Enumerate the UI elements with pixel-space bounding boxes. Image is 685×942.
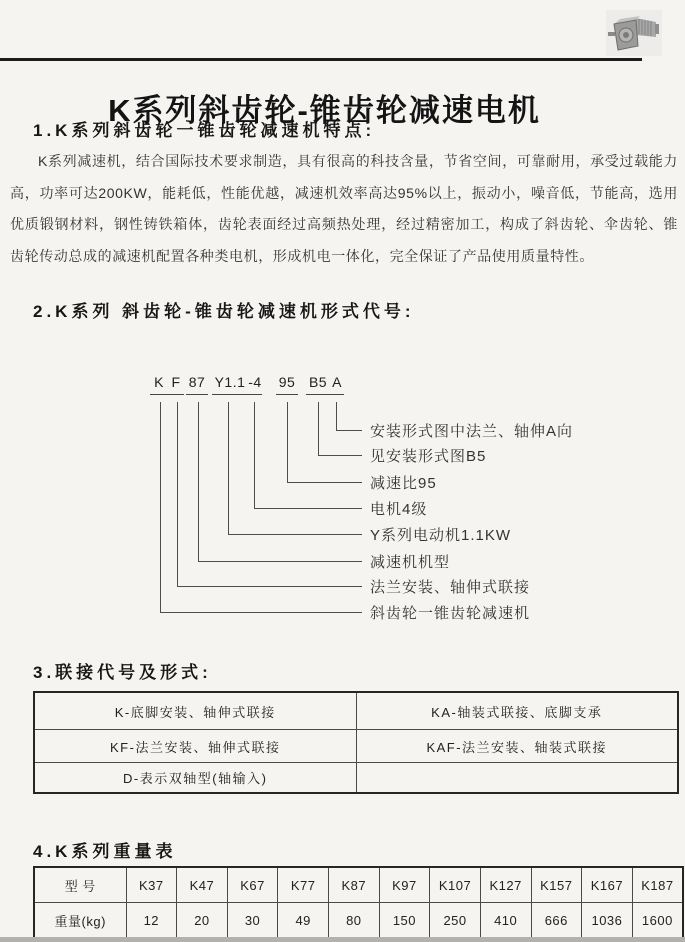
- table-cell: 250: [430, 903, 481, 939]
- table-cell: K37: [126, 867, 177, 903]
- gearmotor-photo-icon: [606, 10, 662, 56]
- connector-line: [336, 430, 362, 431]
- table-cell: KA-轴装式联接、底脚支承: [356, 692, 678, 730]
- connector-line: [160, 612, 362, 613]
- title-divider: [0, 58, 642, 61]
- table-cell: 20: [177, 903, 228, 939]
- table-cell: 型 号: [34, 867, 126, 903]
- table-cell: 410: [480, 903, 531, 939]
- diagram-label-series: 斜齿轮一锥齿轮减速机: [370, 605, 531, 622]
- table-cell: K77: [278, 867, 329, 903]
- table-cell: KF-法兰安装、轴伸式联接: [34, 730, 356, 763]
- connector-line: [160, 402, 161, 612]
- table-cell: K-底脚安装、轴伸式联接: [34, 692, 356, 730]
- connector-line: [287, 482, 362, 483]
- connection-code-table: [33, 691, 679, 794]
- connector-line: [318, 455, 362, 456]
- diagram-label-poles: 电机4级: [370, 501, 428, 518]
- code-segment-f: F: [168, 374, 184, 395]
- connector-line: [198, 402, 199, 561]
- diagram-label-mounting-a: 安装形式图中法兰、轴伸A向: [370, 423, 574, 440]
- table-cell: 1036: [582, 903, 633, 939]
- connector-line: [228, 534, 362, 535]
- table-cell: K67: [227, 867, 278, 903]
- scan-edge: [0, 937, 685, 942]
- connector-line: [287, 402, 288, 482]
- table-cell: K157: [531, 867, 582, 903]
- section-3-heading: 3.联接代号及形式:: [33, 663, 212, 682]
- connector-line: [228, 402, 229, 534]
- table-cell: 12: [126, 903, 177, 939]
- table-cell: K87: [329, 867, 380, 903]
- table-cell: 30: [227, 903, 278, 939]
- table-cell: 150: [379, 903, 430, 939]
- table-cell: KAF-法兰安装、轴装式联接: [356, 730, 678, 763]
- table-cell: K127: [480, 867, 531, 903]
- table-cell: 666: [531, 903, 582, 939]
- table-cell: 重量(kg): [34, 903, 126, 939]
- table-cell: K187: [632, 867, 683, 903]
- connector-line: [198, 561, 362, 562]
- connector-line: [254, 508, 362, 509]
- code-segment-87: 87: [186, 374, 208, 395]
- table-row: [34, 730, 678, 763]
- code-segment-a: A: [330, 374, 344, 395]
- features-paragraph: K系列减速机，结合国际技术要求制造，具有很高的科技含量，节省空间，可靠耐用，承受过载能力高，功率可达200KW，能耗低，性能优越，减速机效率高达95%以上，振动小，噪音低，节能高，选用优质锻钢材料，钢性铸铁箱体，齿轮表面经过高频热处理，经过精密加工，构成了斜齿轮、伞齿轮、锥齿轮传动总成的减速机配置各种类电机，形成机电一体化，完全保证了产品使用质量特性。: [10, 153, 678, 264]
- connector-line: [177, 402, 178, 586]
- connector-line: [336, 402, 337, 430]
- table-cell: K167: [582, 867, 633, 903]
- gearmotor-image: [606, 10, 662, 56]
- table-row: [34, 903, 683, 939]
- table-row: [34, 763, 678, 794]
- table-cell: 1600: [632, 903, 683, 939]
- code-segment-y11: Y1.1: [212, 374, 248, 395]
- table-row: [34, 692, 678, 730]
- table-cell: K97: [379, 867, 430, 903]
- code-segment-b5: B5: [306, 374, 330, 395]
- connector-line: [177, 586, 362, 587]
- table-header-row: [34, 867, 683, 903]
- diagram-label-ratio: 减速比95: [370, 475, 437, 492]
- code-segment-95: 95: [276, 374, 298, 395]
- section-1-heading: 1.K系列斜齿轮一锥齿轮减速机特点:: [33, 121, 376, 140]
- page-title: K系列斜齿轮-锥齿轮减速电机: [108, 92, 541, 128]
- code-segment-k: K: [150, 374, 168, 395]
- table-cell: 49: [278, 903, 329, 939]
- connector-line: [254, 402, 255, 508]
- table-cell: [356, 763, 678, 794]
- section-4-heading: 4.K系列重量表: [33, 842, 177, 861]
- weight-table: [33, 866, 684, 939]
- section-2-heading: 2.K系列 斜齿轮-锥齿轮减速机形式代号:: [33, 302, 415, 321]
- table-cell: K107: [430, 867, 481, 903]
- diagram-label-b5: 见安装形式图B5: [370, 448, 487, 465]
- connector-line: [318, 402, 319, 455]
- code-segment-4: -4: [248, 374, 262, 395]
- table-cell: K47: [177, 867, 228, 903]
- table-cell: D-表示双轴型(轴输入): [34, 763, 356, 794]
- model-code-diagram: [0, 370, 685, 635]
- diagram-label-frame: 减速机机型: [370, 554, 451, 571]
- diagram-label-flange: 法兰安装、轴伸式联接: [370, 579, 531, 596]
- diagram-label-motor: Y系列电动机1.1KW: [370, 527, 512, 544]
- table-cell: 80: [329, 903, 380, 939]
